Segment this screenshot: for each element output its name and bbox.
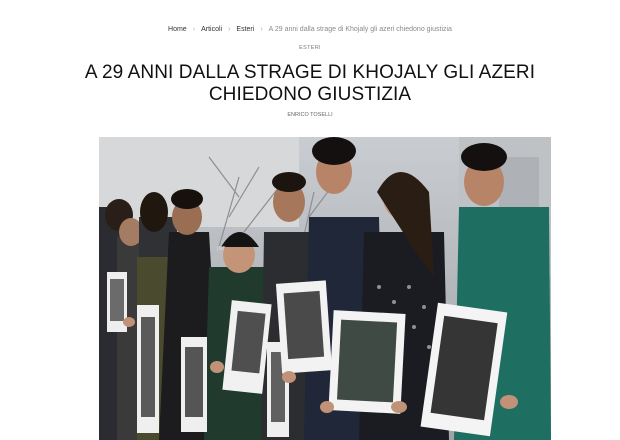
- article-author[interactable]: ENRICO TOSELLI: [287, 112, 333, 118]
- breadcrumb: [0, 26, 620, 33]
- article-photo: [99, 137, 551, 440]
- breadcrumb-articles-link[interactable]: Articoli: [201, 26, 223, 33]
- chevron-right-icon: ›: [260, 26, 263, 33]
- chevron-right-icon: ›: [192, 26, 196, 33]
- breadcrumb-home-link[interactable]: Home: [168, 26, 187, 33]
- chevron-right-icon: ›: [228, 26, 231, 33]
- beanie-logo: JNT: [217, 246, 226, 252]
- breadcrumb-section-link[interactable]: Esteri: [236, 26, 255, 33]
- protest-photo-illustration: [99, 137, 551, 440]
- breadcrumb-current: A 29 anni dalla strage di Khojaly gli azeri chiedono giustizia: [268, 26, 452, 33]
- article-title: A 29 ANNI DALLA STRAGE DI KHOJALY GLI AZERI CHIEDONO GIUSTIZIA: [84, 62, 536, 105]
- article-category[interactable]: ESTERI: [299, 45, 321, 51]
